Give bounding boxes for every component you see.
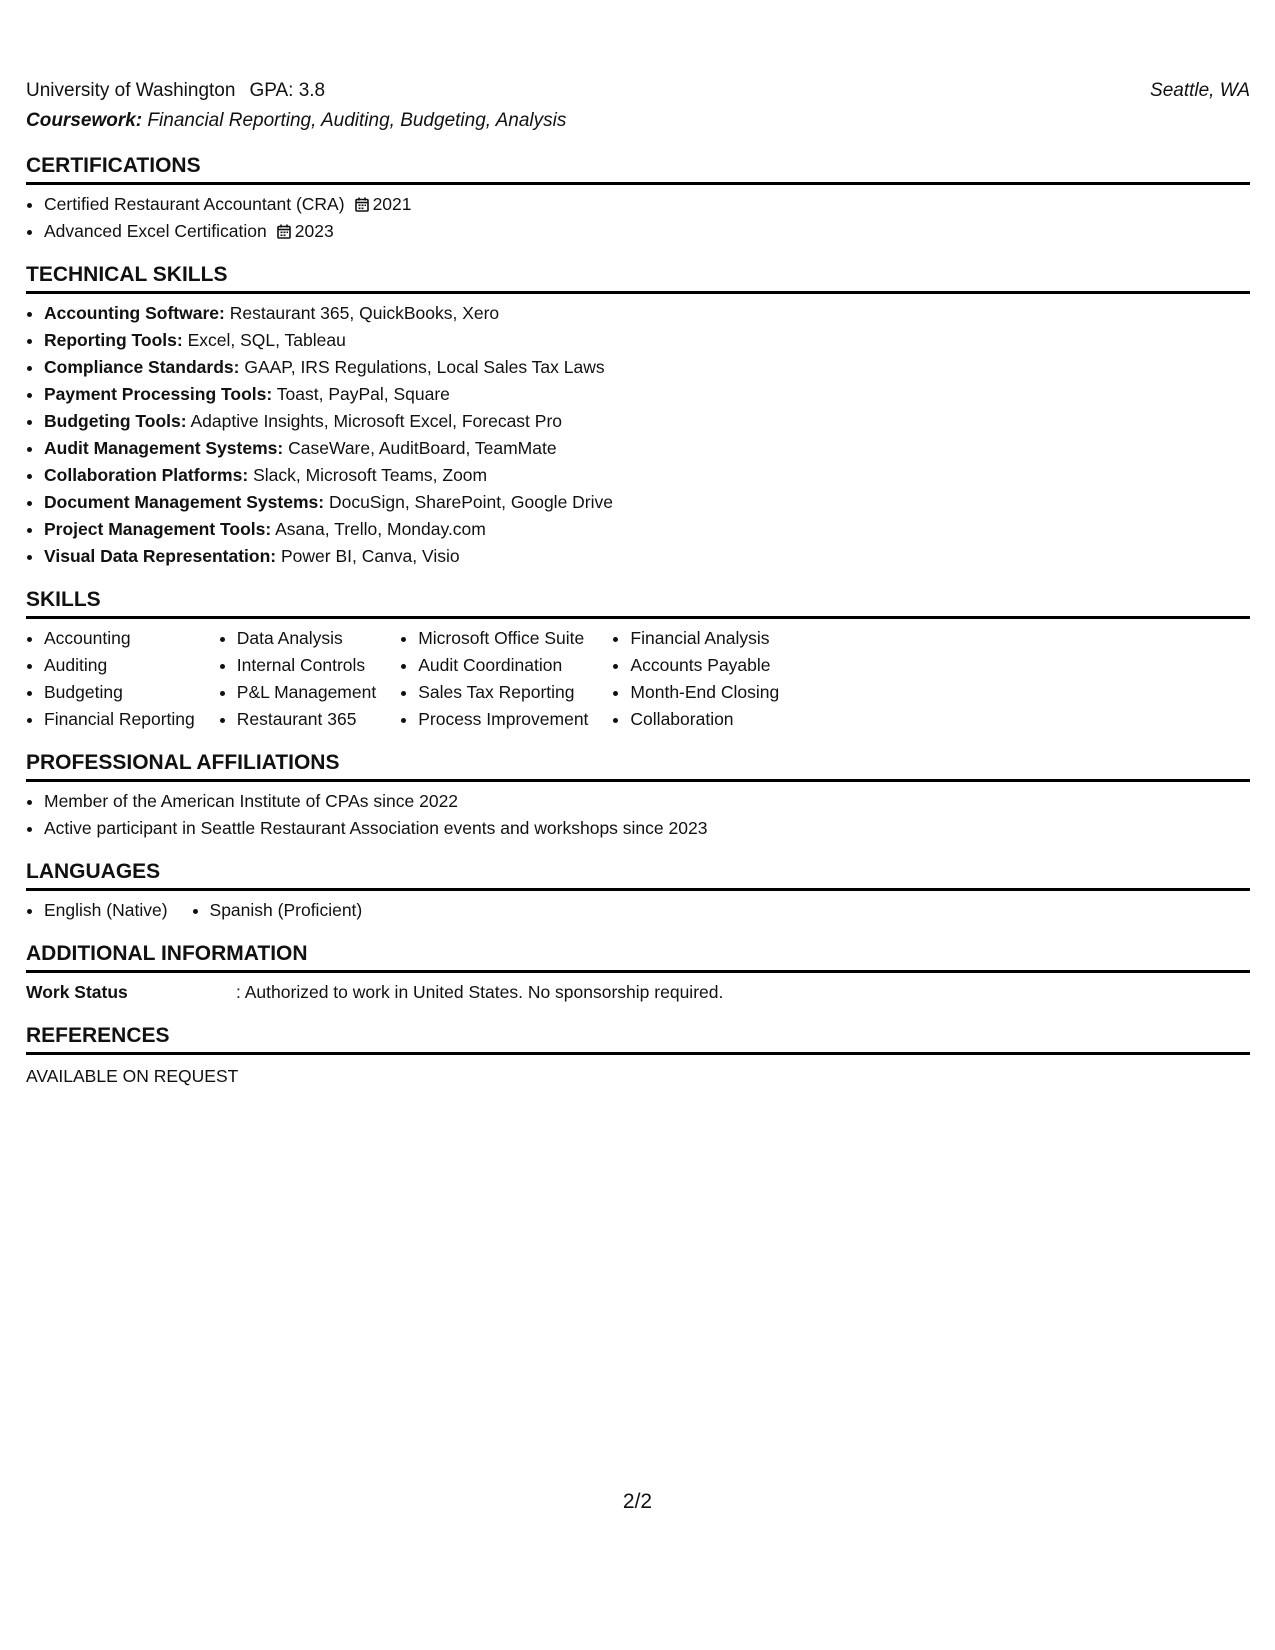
list-item bbox=[44, 354, 1250, 381]
list-item: • Restaurant 365 bbox=[237, 706, 376, 733]
skill-tools: Excel, SQL, Tableau bbox=[187, 330, 346, 350]
work-status-row bbox=[26, 979, 1250, 1006]
list-item bbox=[44, 543, 1250, 570]
skill-category: Reporting Tools: bbox=[44, 330, 183, 350]
list-item: • Audit Coordination bbox=[418, 652, 588, 679]
references-text: AVAILABLE ON REQUEST bbox=[26, 1066, 239, 1086]
work-status-value: : Authorized to work in United States. No sponsorship required. bbox=[236, 982, 724, 1002]
skill-tools: Adaptive Insights, Microsoft Excel, Forecast Pro bbox=[190, 411, 563, 431]
certifications-list bbox=[26, 191, 1250, 245]
list-item: • Accounting bbox=[44, 625, 195, 652]
work-status-label: Work Status bbox=[26, 982, 128, 1002]
skill-category: Collaboration Platforms: bbox=[44, 465, 249, 485]
skill-tools: Restaurant 365, QuickBooks, Xero bbox=[229, 303, 500, 323]
list-item bbox=[44, 435, 1250, 462]
skill-category: Accounting Software: bbox=[44, 303, 225, 323]
resume-page bbox=[26, 76, 1250, 1090]
calendar-icon bbox=[277, 224, 291, 239]
list-item: • Microsoft Office Suite bbox=[418, 625, 588, 652]
skill-tools: Slack, Microsoft Teams, Zoom bbox=[253, 465, 488, 485]
skill-category: Compliance Standards: bbox=[44, 357, 240, 377]
list-item: • Spanish (Proficient) bbox=[210, 897, 363, 924]
list-item: • Financial Analysis bbox=[630, 625, 779, 652]
calendar-icon bbox=[355, 197, 369, 212]
list-item: • Process Improvement bbox=[418, 706, 588, 733]
list-item bbox=[44, 381, 1250, 408]
education-line bbox=[26, 76, 1250, 106]
list-item: • Member of the American Institute of CPAs since 2022 bbox=[44, 788, 1250, 815]
list-item: • Collaboration bbox=[630, 706, 779, 733]
list-item: • Auditing bbox=[44, 652, 195, 679]
section-title-certifications: CERTIFICATIONS bbox=[26, 152, 1250, 185]
section-title-languages: LANGUAGES bbox=[26, 858, 1250, 891]
school-location: Seattle, WA bbox=[1150, 80, 1250, 101]
certification-name: Advanced Excel Certification bbox=[44, 221, 267, 241]
coursework-list: Financial Reporting, Auditing, Budgeting, Analysis bbox=[147, 110, 567, 131]
list-item: • P&L Management bbox=[237, 679, 376, 706]
certification-name: Certified Restaurant Accountant (CRA) bbox=[44, 194, 345, 214]
skills-grid bbox=[26, 625, 1250, 733]
list-item: • Active participant in Seattle Restaurant Association events and workshops since 2023 bbox=[44, 815, 1250, 842]
skill-tools: Power BI, Canva, Visio bbox=[280, 546, 460, 566]
list-item: • English (Native) bbox=[44, 897, 168, 924]
technical-skills-list bbox=[26, 300, 1250, 570]
skill-tools: Asana, Trello, Monday.com bbox=[275, 519, 486, 539]
skill-category: Project Management Tools: bbox=[44, 519, 272, 539]
list-item bbox=[44, 489, 1250, 516]
certification-year: 2023 bbox=[294, 221, 334, 241]
list-item: • Financial Reporting bbox=[44, 706, 195, 733]
list-item bbox=[44, 191, 1250, 218]
coursework-label: Coursework: bbox=[26, 110, 143, 131]
skills-column bbox=[612, 625, 779, 733]
languages-list bbox=[192, 897, 363, 924]
languages-row bbox=[26, 891, 1250, 924]
list-item: • Accounts Payable bbox=[630, 652, 779, 679]
skill-tools: DocuSign, SharePoint, Google Drive bbox=[328, 492, 613, 512]
certification-year: 2021 bbox=[372, 194, 412, 214]
list-item bbox=[44, 327, 1250, 354]
list-item: • Month-End Closing bbox=[630, 679, 779, 706]
list-item: • Data Analysis bbox=[237, 625, 376, 652]
list-item: • Budgeting bbox=[44, 679, 195, 706]
gpa: GPA: 3.8 bbox=[249, 80, 326, 101]
section-title-skills: SKILLS bbox=[26, 586, 1250, 619]
list-item: • Internal Controls bbox=[237, 652, 376, 679]
skill-category: Audit Management Systems: bbox=[44, 438, 284, 458]
list-item bbox=[44, 218, 1250, 245]
list-item: • Sales Tax Reporting bbox=[418, 679, 588, 706]
education-school-block bbox=[26, 76, 325, 106]
list-item bbox=[44, 408, 1250, 435]
list-item bbox=[44, 516, 1250, 543]
skill-category: Visual Data Representation: bbox=[44, 546, 277, 566]
languages-list bbox=[26, 897, 168, 924]
list-item bbox=[44, 300, 1250, 327]
section-title-references: REFERENCES bbox=[26, 1022, 1250, 1055]
list-item bbox=[44, 462, 1250, 489]
coursework bbox=[26, 106, 1250, 136]
skill-category: Document Management Systems: bbox=[44, 492, 325, 512]
skill-category: Payment Processing Tools: bbox=[44, 384, 273, 404]
section-title-additional-information: ADDITIONAL INFORMATION bbox=[26, 940, 1250, 973]
skill-tools: Toast, PayPal, Square bbox=[276, 384, 450, 404]
skills-column bbox=[26, 625, 195, 733]
skill-tools: CaseWare, AuditBoard, TeamMate bbox=[288, 438, 557, 458]
skill-category: Budgeting Tools: bbox=[44, 411, 187, 431]
school-name: University of Washington bbox=[26, 80, 236, 101]
page-number: 2/2 bbox=[622, 1490, 653, 1513]
section-title-affiliations: PROFESSIONAL AFFILIATIONS bbox=[26, 749, 1250, 782]
affiliations-list bbox=[26, 788, 1250, 842]
section-title-technical-skills: TECHNICAL SKILLS bbox=[26, 261, 1250, 294]
skill-tools: GAAP, IRS Regulations, Local Sales Tax Laws bbox=[244, 357, 605, 377]
skills-column bbox=[219, 625, 376, 733]
skills-column bbox=[400, 625, 588, 733]
